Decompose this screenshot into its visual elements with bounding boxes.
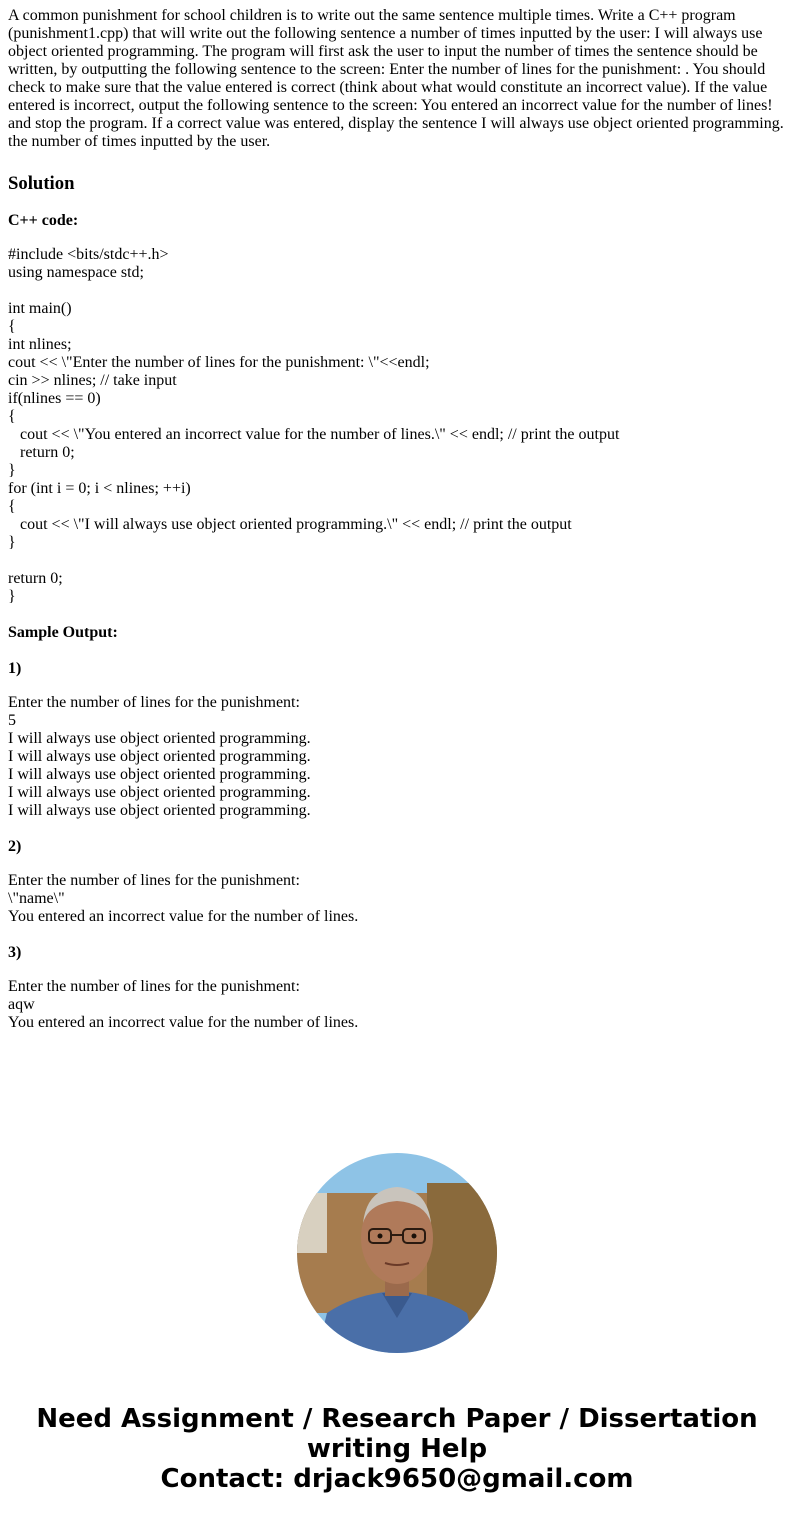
sample-label: 3) (8, 944, 22, 961)
sample-output-line: Enter the number of lines for the punishment: (8, 694, 300, 711)
code-line: } (8, 462, 16, 479)
sample-output-line: Enter the number of lines for the punishment: (8, 872, 300, 889)
sample-output-line: I will always use object oriented programming. (8, 766, 311, 783)
sample-label: 2) (8, 838, 22, 855)
code-line: cout << \"Enter the number of lines for the punishment: \"<<endl; (8, 354, 430, 371)
sample-output-line: \"name\" (8, 890, 65, 907)
promo-banner (0, 1404, 794, 1494)
sample-output-line: You entered an incorrect value for the number of lines. (8, 908, 359, 925)
code-line: { (8, 408, 16, 425)
sample-output-block (8, 872, 786, 926)
code-line: } (8, 588, 16, 605)
sample-output-line: You entered an incorrect value for the number of lines. (8, 1014, 359, 1031)
author-photo (297, 1153, 497, 1353)
sample-output-heading: Sample Output: (8, 624, 118, 641)
code-line: return 0; (8, 570, 63, 587)
code-line: { (8, 498, 16, 515)
question-text: A common punishment for school children is to write out the same sentence multiple times. Write a C++ program (punishment1.cpp) that will write out the following sentence a number of times inputted by the user: I will always use object oriented programming. The program will first ask the user to input the number of times the sentence should be written, by outputting the following sentence to the screen: Enter the number of lines for the punishment: . You should check to make sure that the value entered is correct (think about what would constitute an incorrect value). If the value entered is incorrect, output the following sentence to the screen: You entered an incorrect value for the number of lines! and stop the program. If a correct value was entered, display the sentence I will always use object oriented programming. the number of times inputted by the user. (8, 7, 784, 150)
code-line (8, 282, 786, 300)
code-line: #include <bits/stdc++.h> (8, 246, 169, 263)
sample-output-line: Enter the number of lines for the punishment: (8, 978, 300, 995)
code-line: cout << \"I will always use object oriented programming.\" << endl; // print the output (8, 516, 572, 533)
sample-output-line: I will always use object oriented programming. (8, 730, 311, 747)
code-line: int nlines; (8, 336, 72, 353)
code-heading: C++ code: (8, 212, 79, 229)
sample-outputs (8, 660, 786, 1032)
code-line: using namespace std; (8, 264, 144, 281)
code-block (8, 246, 786, 606)
solution-heading: Solution (8, 173, 75, 194)
code-line: if(nlines == 0) (8, 390, 101, 407)
code-line: } (8, 534, 16, 551)
code-line: cout << \"You entered an incorrect value for the number of lines.\" << endl; // print the output (8, 426, 620, 443)
portrait-image (297, 1153, 497, 1353)
sample-output-line: 5 (8, 712, 16, 729)
code-line: { (8, 318, 16, 335)
sample-output-line: I will always use object oriented programming. (8, 802, 311, 819)
code-line: cin >> nlines; // take input (8, 372, 177, 389)
code-line: int main() (8, 300, 72, 317)
sample-output-line: I will always use object oriented programming. (8, 784, 311, 801)
promo-line-2: writing Help (306, 1434, 488, 1464)
document-body (8, 7, 786, 1032)
sample-output-line: aqw (8, 996, 35, 1013)
sample-label: 1) (8, 660, 22, 677)
sample-output-block (8, 978, 786, 1032)
sample-output-block (8, 694, 786, 820)
code-line: for (int i = 0; i < nlines; ++i) (8, 480, 191, 497)
promo-contact: Contact: drjack9650@gmail.com (160, 1464, 634, 1494)
sample-output-line: I will always use object oriented programming. (8, 748, 311, 765)
promo-line-1: Need Assignment / Research Paper / Dissertation (36, 1404, 758, 1434)
code-line (8, 552, 786, 570)
code-line: return 0; (8, 444, 75, 461)
